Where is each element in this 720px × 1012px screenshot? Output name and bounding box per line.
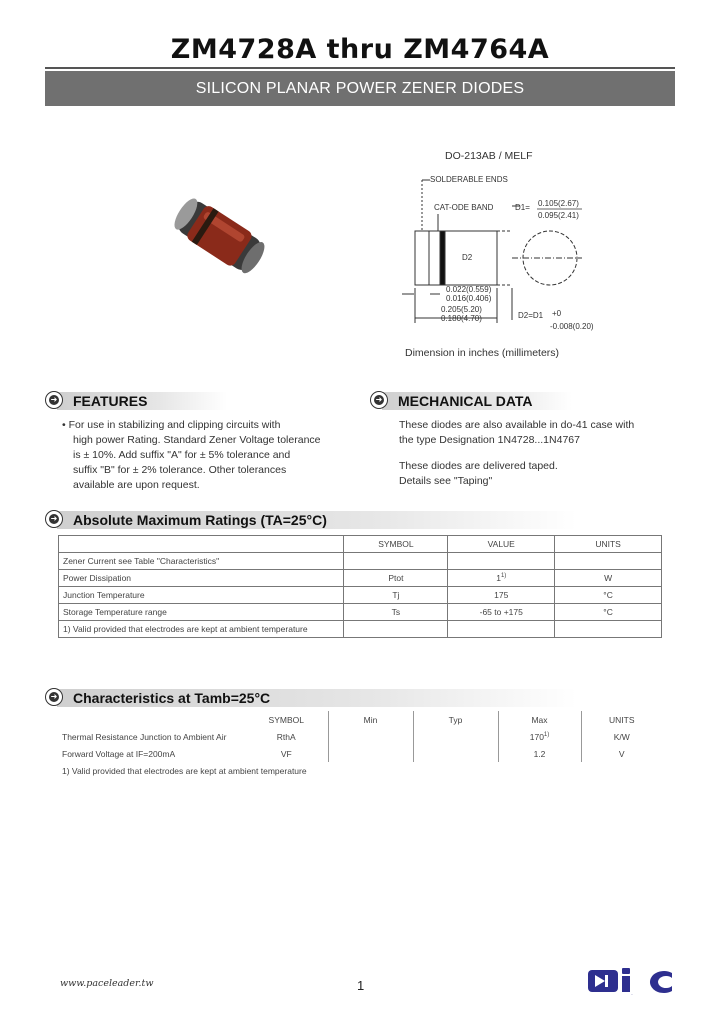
label-cathode-band: CAT-ODE BAND xyxy=(434,203,494,212)
abs-max-heading: ➜ Absolute Maximum Ratings (TA=25°C) xyxy=(45,510,665,530)
arrow-right-icon: ➜ xyxy=(45,391,63,409)
diode-photo xyxy=(160,180,280,290)
title-rule xyxy=(45,67,675,69)
table-row: Zener Current see Table "Characteristics" xyxy=(59,553,662,570)
arrow-right-icon: ➜ xyxy=(370,391,388,409)
package-name: DO-213AB / MELF xyxy=(445,150,533,162)
d1-min: 0.095(2.41) xyxy=(538,211,579,220)
melf-body-outline xyxy=(415,231,497,285)
footer-url[interactable]: www.paceleader.tw xyxy=(60,978,154,989)
pic-logo xyxy=(586,964,676,998)
arrow-right-icon: ➜ xyxy=(45,688,63,706)
features-heading: ➜ FEATURES xyxy=(45,391,365,411)
document-title: ZM4728A thru ZM4764A xyxy=(170,34,550,65)
d1-max: 0.105(2.67) xyxy=(538,199,579,208)
table-note-row: 1) Valid provided that electrodes are kept at ambient temperature xyxy=(59,621,662,638)
table-row: Forward Voltage at IF=200mA VF 1.2 V xyxy=(58,745,662,762)
length-min: 0.180(4.70) xyxy=(441,314,482,323)
band-min: 0.016(0.406) xyxy=(446,294,492,303)
characteristics-table xyxy=(58,711,662,762)
arrow-right-icon: ➜ xyxy=(45,510,63,528)
table-header-row: SYMBOL VALUE UNITS xyxy=(59,536,662,553)
table-row: Thermal Resistance Junction to Ambient Air RthA 170$^{1)}$ K/W xyxy=(58,728,662,745)
table-row: Storage Temperature range Ts -65 to +175 °C xyxy=(59,604,662,621)
band-max: 0.022(0.559) xyxy=(446,285,492,294)
label-solderable-ends: SOLDERABLE ENDS xyxy=(430,175,508,184)
tolerance-plus: +0 xyxy=(552,309,562,318)
characteristics-heading: ➜ Characteristics at Tamb=25°C xyxy=(45,688,665,708)
subtitle-banner: SILICON PLANAR POWER ZENER DIODES xyxy=(45,71,675,106)
table-header-row: SYMBOL Min Typ Max UNITS xyxy=(58,711,662,728)
page-number: 1 xyxy=(357,978,365,993)
tolerance-minus: -0.008(0.20) xyxy=(550,322,594,331)
features-text: • For use in stabilizing and clipping circuits with high power Rating. Standard Zener Voltage tolerance is ± 10%. Add suffix "A" for ± 5% tolerance and suffix "B" for ± 2% tolerance. Other tolerances available are upon request. xyxy=(62,419,321,491)
mechanical-text: These diodes are also available in do-41 case with the type Designation 1N4728...1N4767 These diodes are delivered taped. Details see "Taping" xyxy=(399,419,635,487)
label-d1: D1= xyxy=(515,203,530,212)
label-d2: D2 xyxy=(462,253,473,262)
characteristics-note: 1) Valid provided that electrodes are kept at ambient temperature xyxy=(62,766,307,776)
table-row: Power Dissipation Ptot 1$^{1)}$ W xyxy=(59,570,662,587)
mechanical-heading: ➜ MECHANICAL DATA xyxy=(370,391,670,411)
package-dimension-drawing xyxy=(400,168,600,333)
label-d2-eq: D2=D1 xyxy=(518,311,544,320)
abs-max-table xyxy=(58,535,662,638)
table-row: Junction Temperature Tj 175 °C xyxy=(59,587,662,604)
dimension-note: Dimension in inches (millimeters) xyxy=(405,347,560,359)
length-max: 0.205(5.20) xyxy=(441,305,482,314)
svg-text:PIC: PIC xyxy=(631,995,633,996)
cathode-band-mark xyxy=(440,231,445,285)
